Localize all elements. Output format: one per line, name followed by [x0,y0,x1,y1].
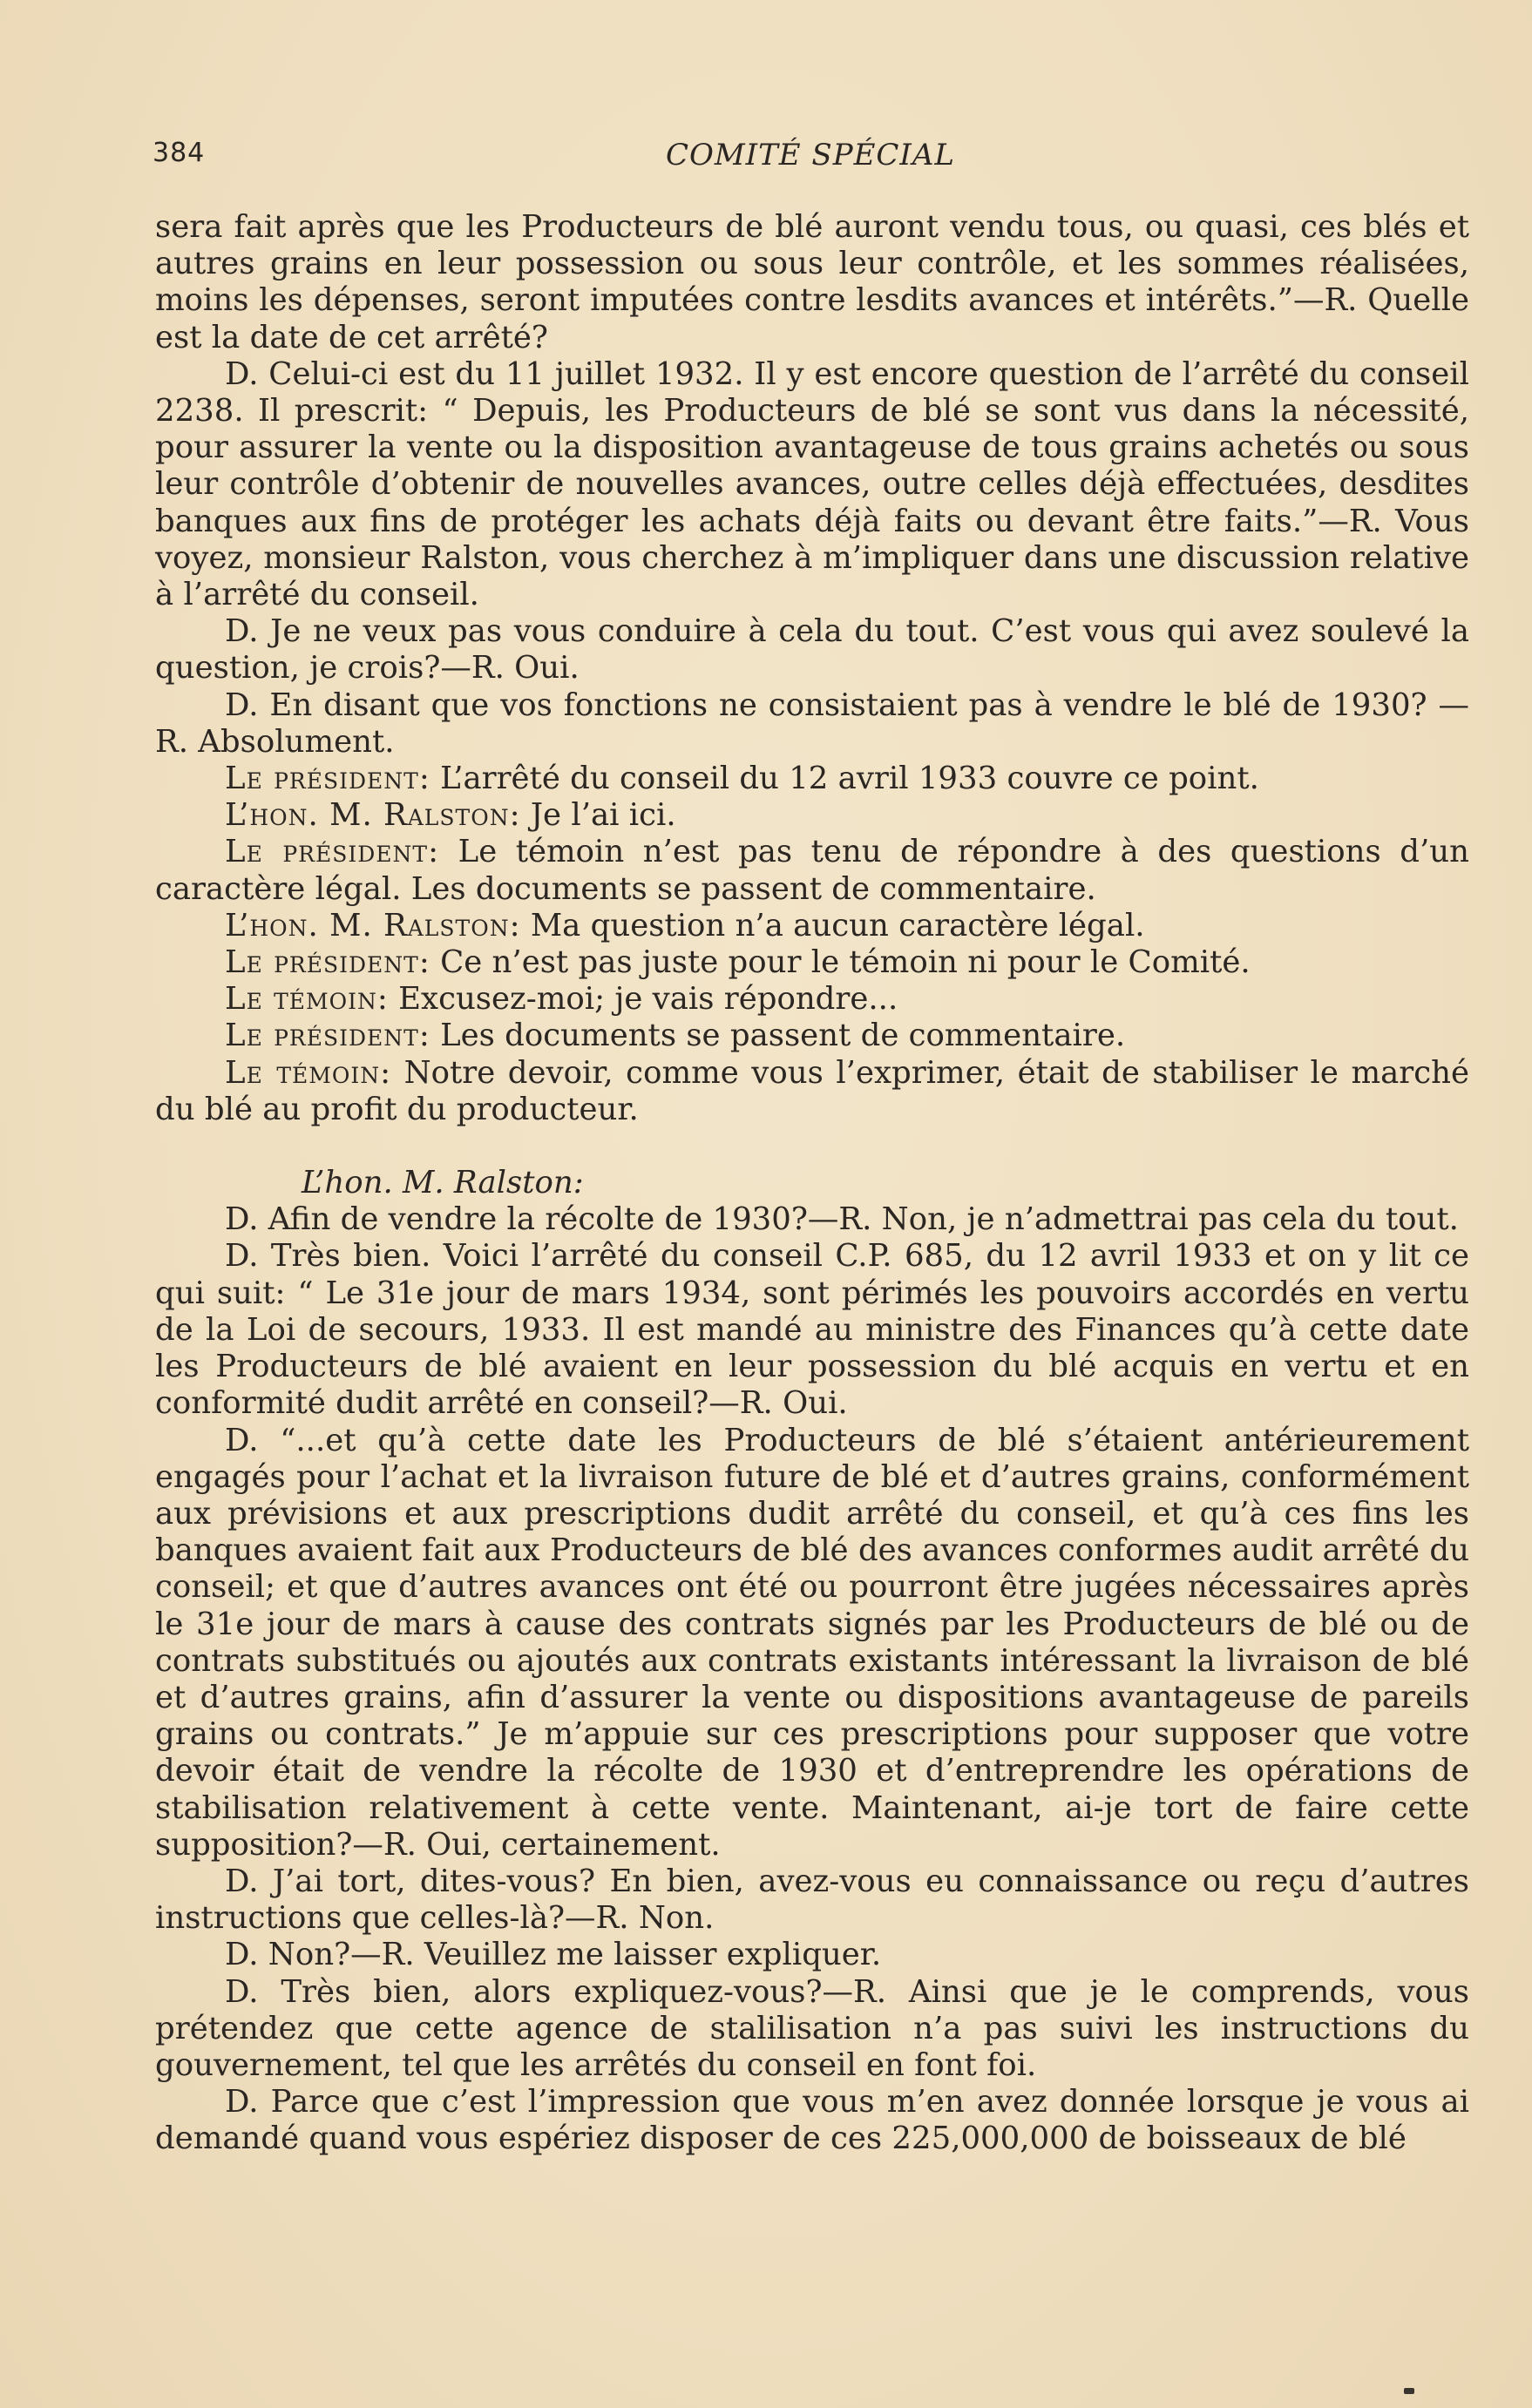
speaker-name: L’hon. M. Ralston: [225,907,521,944]
paragraph: D. Très bien. Voici l’arrêté du conseil C.P. 685, du 12 avril 1933 et on y lit ce qui suit: “ Le 31e jour de mars 1934, sont périmés les pouvoirs accordés en vertu de la Loi de secours, 1933. Il est mandé au ministre des Finances qu’à cette date les Producteurs de blé avaient en leur possession du blé acquis en vertu et en conformité dudit arrêté en conseil?—R. Oui. [155,1238,1469,1422]
speech-text: Notre devoir, comme vous l’exprimer, était de stabiliser le marché du blé au profit du producteur. [155,1054,1469,1127]
section-spacer [155,1128,1469,1165]
speech-text: Ce n’est pas juste pour le témoin ni pour le Comité. [430,944,1251,981]
speaker-name: Le témoin: [225,1054,392,1091]
paragraph: sera fait après que les Producteurs de blé auront vendu tous, ou quasi, ces blés et autres grains en leur possession ou sous leur contrôle, et les sommes réalisées, moins les dépenses, seront imputées contre lesdits avances et intérêts.”—R. Quelle est la date de cet arrêté? [155,209,1469,355]
speaker-paragraph [155,1018,1469,1054]
body-text [155,209,1469,2158]
speaker-name: L’hon. M. Ralston: [225,797,521,834]
speech-text: Les documents se passent de commentaire. [430,1018,1126,1054]
paragraph: D. Non?—R. Veuillez me laisser expliquer. [225,1937,882,1973]
speaker-paragraph [155,761,1469,797]
speech-text: L’arrêté du conseil du 12 avril 1933 couvre ce point. [430,761,1259,797]
paragraph: D. Je ne veux pas vous conduire à cela du tout. C’est vous qui avez soulevé la question, je crois?—R. Oui. [155,613,1469,687]
speech-text: Je l’ai ici. [520,797,676,834]
running-title: COMITÉ SPÉCIAL [665,138,955,172]
paragraph: D. J’ai tort, dites-vous? En bien, avez-vous eu connaissance ou reçu d’autres instructions que celles-là?—R. Non. [155,1863,1469,1937]
page-number: 384 [153,138,206,168]
speaker-paragraph [155,908,1469,944]
speaker-paragraph [155,834,1469,907]
speaker-paragraph [155,1055,1469,1128]
speaker-name: Le président: [225,944,430,981]
paragraph: D. Afin de vendre la récolte de 1930?—R. Non, je n’admettrai pas cela du tout. [225,1201,1459,1238]
paragraph: D. Très bien, alors expliquez-vous?—R. Ainsi que je le comprends, vous prétendez que cette agence de stalilisation n’a pas suivi les instructions du gouvernement, tel que les arrêtés du conseil en font foi. [155,1973,1469,2083]
speech-text: Ma question n’a aucun caractère légal. [520,907,1145,944]
paragraph: D. Celui-ci est du 11 juillet 1932. Il y est encore question de l’arrêté du conseil 2238. Il prescrit: “ Depuis, les Producteurs de blé se sont vus dans la nécessité, pour assurer la vente ou la disposition avantageuse de tous grains achetés ou sous leur contrôle d’obtenir de nouvelles avances, outre celles déjà effectuées, desdites banques aux fins de protéger les achats déjà faits ou devant être faits.”—R. Vous voyez, monsieur Ralston, vous cherchez à m’impliquer dans une discussion relative à l’arrêté du conseil. [155,355,1469,613]
print-mark [1404,2388,1414,2394]
speaker-name: Le président: [225,834,440,870]
paragraph: D. “...et qu’à cette date les Producteurs de blé s’étaient antérieurement engagés pour l’achat et la livraison future de blé et d’autres grains, conformément aux prévisions et aux prescriptions dudit arrêté du conseil, et qu’à ces fins les banques avaient fait aux Producteurs de blé des avances conformes audit arrêté du conseil; et que d’autres avances ont été ou pourront être jugées nécessaires après le 31e jour de mars à cause des contrats signés par les Producteurs de blé ou de contrats substitués ou ajoutés aux contrats existants intéressant la livraison de blé et d’autres grains, afin d’assurer la vente ou dispositions avantageuse de pareils grains ou contrats.” Je m’appuie sur ces prescriptions pour supposer que votre devoir était de vendre la récolte de 1930 et d’entreprendre les opérations de stabilisation relativement à cette vente. Maintenant, ai-je tort de faire cette supposition?—R. Oui, certainement. [155,1422,1469,1863]
paragraph: D. En disant que vos fonctions ne consistaient pas à vendre le blé de 1930? —R. Absolument. [155,687,1469,760]
speaker-name: Le président: [225,1018,430,1054]
speech-text: Le témoin n’est pas tenu de répondre à des questions d’un caractère légal. Les documents se passent de commentaire. [155,834,1470,907]
speaker-paragraph [155,797,1469,834]
paragraph: D. Parce que c’est l’impression que vous m’en avez donnée lorsque je vous ai demandé quand vous espériez disposer de ces 225,000,000 de boisseaux de blé [155,2084,1469,2157]
speaker-paragraph [155,944,1469,981]
speaker-name: Le président: [225,761,430,797]
speaker-paragraph [155,981,1469,1018]
page-header [153,138,1468,181]
speaker-name: Le témoin: [225,981,389,1018]
speech-text: Excusez-moi; je vais répondre... [388,981,898,1018]
examiner-heading: L’hon. M. Ralston: [302,1165,584,1201]
